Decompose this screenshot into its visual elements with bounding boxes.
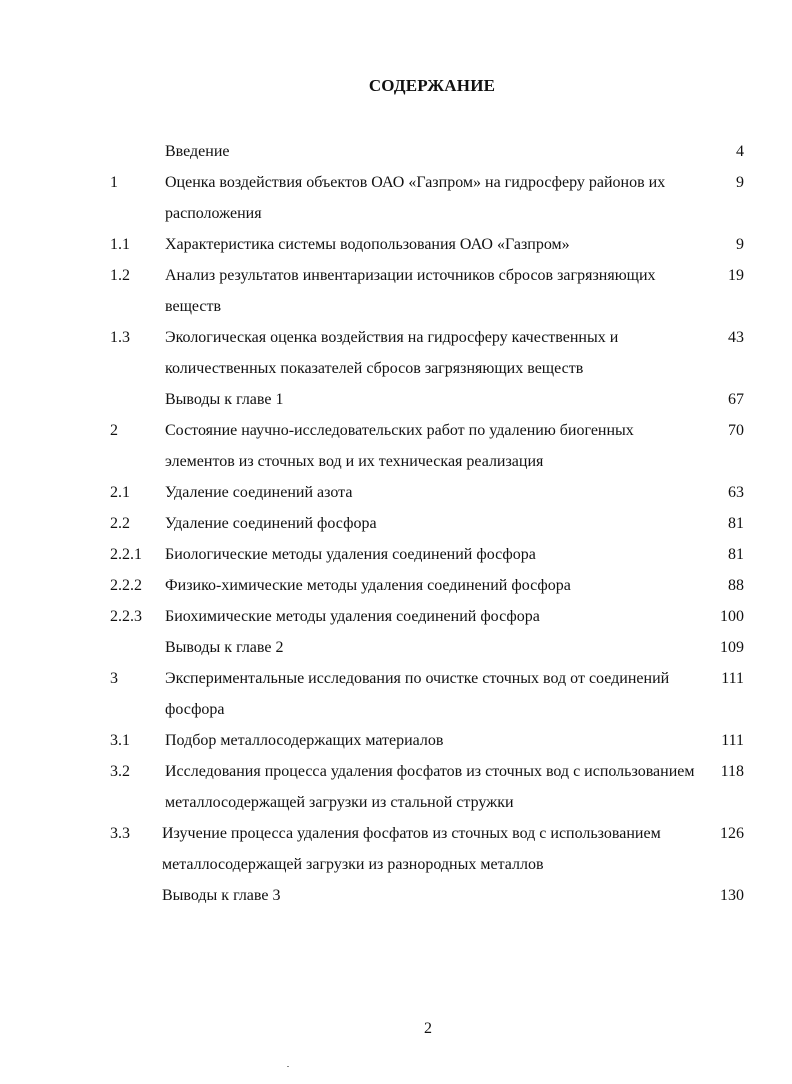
- toc-entry-conclusions-3: [0, 880, 792, 911]
- toc-entry-number: 2.2.2: [110, 577, 142, 594]
- toc-entry-page: 130: [720, 887, 744, 904]
- toc-entry-number: 2: [110, 422, 118, 439]
- toc-entry-number: 2.2.3: [110, 608, 142, 625]
- toc-entry-3-1: [0, 725, 792, 756]
- toc-entry-title: Оценка воздействия объектов ОАО «Газпром» на гидросферу районов их расположения: [165, 174, 666, 222]
- toc-entry-number: 1: [110, 174, 118, 191]
- toc-entry-title: Экологическая оценка воздействия на гидросферу качественных и количественных показателей сбросов загрязняющих веществ: [165, 329, 619, 377]
- toc-entry-title: Биологические методы удаления соединений фосфора: [165, 546, 536, 563]
- toc-entry-number: 3: [110, 670, 118, 687]
- toc-entry-title: Анализ результатов инвентаризации источников сбросов загрязняющих веществ: [165, 267, 656, 315]
- toc-entry-page: 81: [728, 515, 744, 532]
- toc-entry-page: 63: [728, 484, 744, 501]
- toc-entry-title: Экспериментальные исследования по очистке сточных вод от соединений фосфора: [165, 670, 670, 718]
- toc-entry-2-1: [0, 477, 792, 508]
- toc-entry-page: 9: [736, 236, 744, 253]
- toc-entry-3: [0, 663, 792, 725]
- toc-entry-title: Удаление соединений азота: [165, 484, 353, 501]
- toc-entry-3-3: [0, 818, 792, 880]
- table-of-contents: [0, 136, 792, 911]
- toc-entry-number: 1.1: [110, 236, 130, 253]
- toc-entry-number: 3.1: [110, 732, 130, 749]
- toc-entry-2-2-3: [0, 601, 792, 632]
- toc-entry-page: 4: [736, 143, 744, 160]
- toc-entry-3-2: [0, 756, 792, 818]
- toc-entry-title: Состояние научно-исследовательских работ по удалению биогенных элементов из сточных вод и их техническая реализация: [165, 422, 634, 470]
- toc-entry-page: 88: [728, 577, 744, 594]
- toc-entry-conclusions-2: [0, 632, 792, 663]
- page-number: 2: [424, 1020, 432, 1037]
- toc-entry-page: 19: [728, 267, 744, 284]
- toc-entry-number: 2.1: [110, 484, 130, 501]
- toc-entry-2-2-2: [0, 570, 792, 601]
- toc-entry-page: 111: [721, 732, 744, 749]
- toc-entry-2-2-1: [0, 539, 792, 570]
- toc-entry-2-2: [0, 508, 792, 539]
- toc-entry-page: 67: [728, 391, 744, 408]
- toc-entry-page: 126: [720, 825, 744, 842]
- toc-entry-conclusions-1: [0, 384, 792, 415]
- toc-entry-number: 3.2: [110, 763, 130, 780]
- toc-entry-title: Характеристика системы водопользования ОАО «Газпром»: [165, 236, 570, 253]
- toc-entry-title: Исследования процесса удаления фосфатов из сточных вод с использованием металлосодержащей загрузки из стальной стружки: [165, 763, 695, 811]
- toc-entry-number: 1.2: [110, 267, 130, 284]
- toc-entry-2: [0, 415, 792, 477]
- toc-entry-number: 3.3: [110, 825, 130, 842]
- toc-entry-title: Выводы к главе 2: [165, 639, 284, 656]
- toc-entry-title: Изучение процесса удаления фосфатов из сточных вод с использованием металлосодержащей загрузки из разнородных металлов: [162, 825, 661, 873]
- scan-speck: [287, 1066, 289, 1067]
- toc-entry-page: 9: [736, 174, 744, 191]
- toc-entry-page: 81: [728, 546, 744, 563]
- toc-entry-number: 1.3: [110, 329, 130, 346]
- toc-entry-title: Введение: [165, 143, 230, 160]
- toc-entry-title: Физико-химические методы удаления соединений фосфора: [165, 577, 571, 594]
- toc-entry-1: [0, 167, 792, 229]
- toc-entry-page: 43: [728, 329, 744, 346]
- toc-entry-number: 2.2: [110, 515, 130, 532]
- toc-entry-page: 109: [720, 639, 744, 656]
- toc-entry-page: 70: [728, 422, 744, 439]
- toc-entry-1-3: [0, 322, 792, 384]
- toc-entry-page: 100: [720, 608, 744, 625]
- toc-entry-introduction: [0, 136, 792, 167]
- toc-entry-title: Удаление соединений фосфора: [165, 515, 377, 532]
- toc-entry-number: 2.2.1: [110, 546, 142, 563]
- toc-entry-title: Подбор металлосодержащих материалов: [165, 732, 444, 749]
- toc-entry-title: Выводы к главе 3: [162, 887, 281, 904]
- toc-entry-title: Выводы к главе 1: [165, 391, 284, 408]
- page-title: СОДЕРЖАНИЕ: [368, 76, 496, 95]
- toc-entry-page: 118: [720, 763, 744, 780]
- toc-entry-1-2: [0, 260, 792, 322]
- toc-entry-1-1: [0, 229, 792, 260]
- toc-entry-title: Биохимические методы удаления соединений фосфора: [165, 608, 540, 625]
- toc-entry-page: 111: [721, 670, 744, 687]
